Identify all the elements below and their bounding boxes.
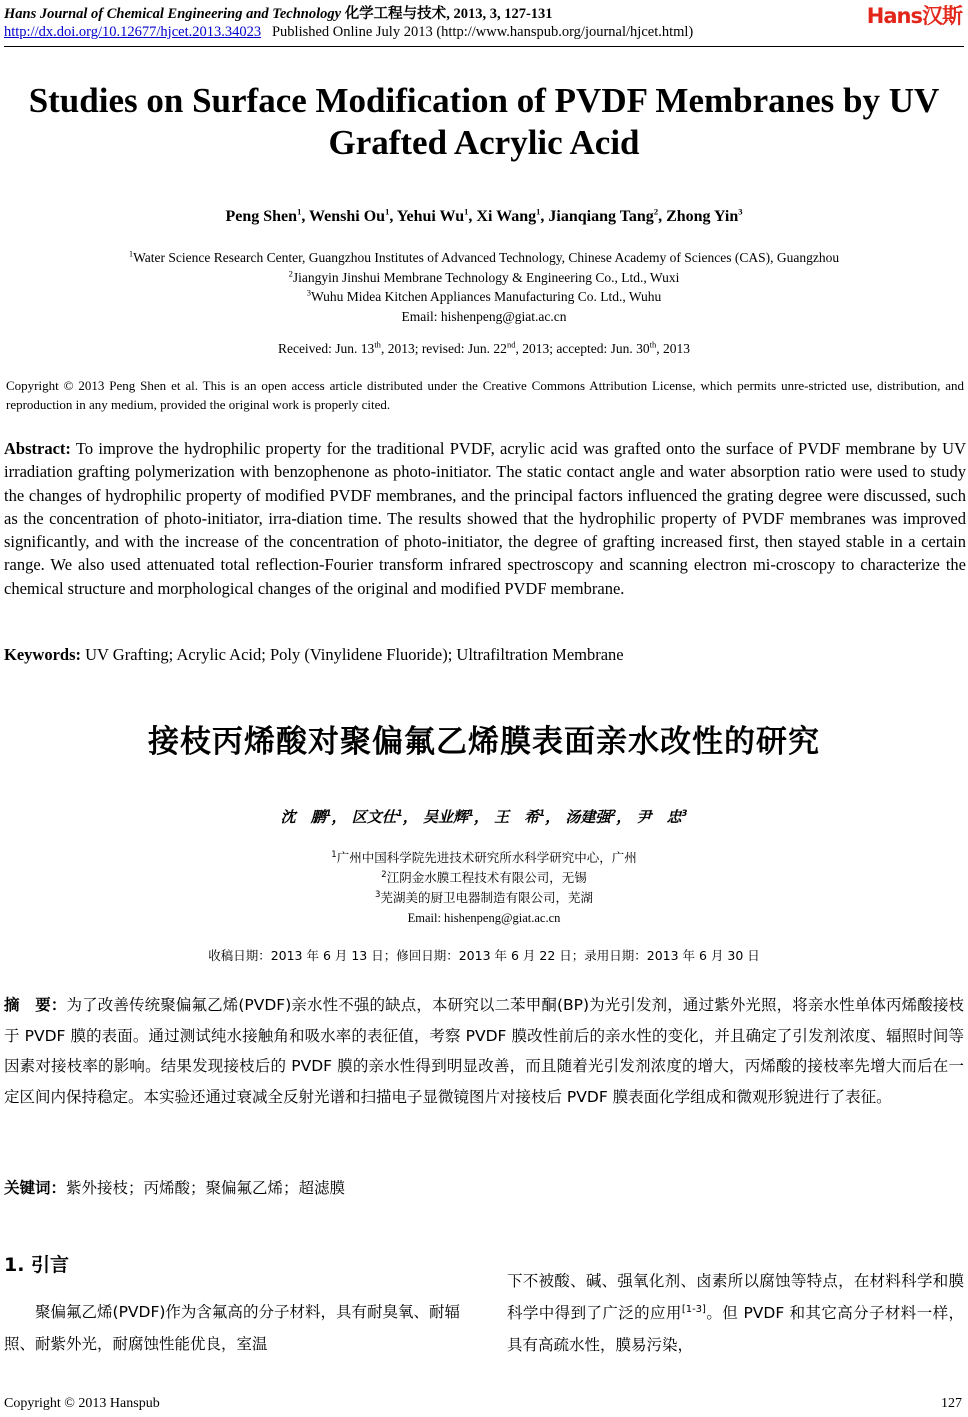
hans-logo bbox=[867, 0, 962, 30]
body-column-right: 下不被酸、碱、强氧化剂、卤素所以腐蚀等特点，在材料科学和膜科学中得到了广泛的应用[1-3]。但 PVDF 和其它高分子材料一样，具有高疏水性，膜易污染， bbox=[507, 1272, 964, 1354]
body-column-left: 聚偏氟乙烯(PVDF)作为含氟高的分子材料，具有耐臭氧、耐辐照、耐紫外光，耐腐蚀性能优良，室温 bbox=[4, 1303, 460, 1353]
affiliation-line-cn: $^3$芜湖美的厨卫电器制造有限公司，芜湖 bbox=[375, 889, 593, 905]
affiliation-line-cn: $^2$江阴金水膜工程技术有限公司，无锡 bbox=[381, 869, 587, 885]
journal-subheader bbox=[4, 24, 693, 41]
page-number: 127 bbox=[941, 1396, 962, 1411]
affiliation-line: $^2$Jiangyin Jinshui Membrane Technology & Engineering Co., Ltd., Wuxi bbox=[288, 268, 680, 285]
keywords-label: Keywords: bbox=[4, 645, 81, 664]
published-online: Published Online July 2013 (http://www.hanspub.org/journal/hjcet.html) bbox=[271, 24, 694, 40]
logo-en: Hans bbox=[866, 4, 922, 28]
paper-title bbox=[0, 80, 968, 164]
affiliation-line: $^3$Wuhu Midea Kitchen Appliances Manufacturing Co. Ltd., Wuhu bbox=[306, 287, 662, 304]
email-cn: Email: hishenpeng@giat.ac.cn bbox=[407, 911, 561, 925]
author-cn: 汤建强$^2$， bbox=[565, 808, 632, 826]
abstract-text: To improve the hydrophilic property for the traditional PVDF, acrylic acid was grafted onto the surface of PVDF membrane by UV irradiation grafting polymerization with benzophenone as photo-initiator. The static contact angle and water absorption ratio were used to study the changes of hydrophilic property of modified PVDF membranes, and the principal factors influenced the grating degree were discussed, such as the concentration of photo-initiator, irra-diation time. The results showed that the hydrophilic property of PVDF membranes was improved significantly, and with the increase of the concentration of photo-initiator, the degree of grafting increased first, then stayed stable in a certain range. We also used attenuated total reflection-Fourier transform infrared spectroscopy and scanning electron mi-croscopy to characterize the chemical structure and morphological changes of the original and modified PVDF membrane. bbox=[4, 439, 967, 598]
abstract-label: Abstract: bbox=[4, 439, 71, 458]
affiliation-line-cn: $^1$广州中国科学院先进技术研究所水科学研究中心，广州 bbox=[331, 849, 637, 865]
received-dates: Received: Jun. 13th, 2013; revised: Jun. 22nd, 2013; accepted: Jun. 30th, 2013 bbox=[277, 339, 691, 356]
author-cn: 王 希$^1$， bbox=[494, 808, 561, 826]
keywords-text-cn: 紫外接枝；丙烯酸；聚偏氟乙烯；超滤膜 bbox=[66, 1179, 346, 1197]
author: Peng Shen$^1$, bbox=[225, 206, 310, 225]
abstract-text-cn: 为了改善传统聚偏氟乙烯(PVDF)亲水性不强的缺点，本研究以二苯甲酮(BP)为光引发剂，通过紫外光照，将亲水性单体丙烯酸接枝于 PVDF 膜的表面。通过测试纯水接触角和吸水率的表征值，考察 PVDF 膜改性前后的亲水性的变化，并且确定了引发剂浓度、辐照时间等因素对接枝率的影响。结果发现接枝后的 PVDF 膜的亲水性得到明显改善，而且随着光引发剂浓度的增大，丙烯酸的接枝率先增大而后在一定区间内保持稳定。本实验还通过衰减全反射光谱和扫描电子显微镜图片对接枝后 PVDF 膜表面化学组成和微观形貌进行了表征。 bbox=[4, 996, 964, 1106]
abstract-en bbox=[4, 437, 966, 600]
author-cn: 沈 鹏$^1$， bbox=[280, 808, 347, 826]
abstract-label-cn: 摘 要： bbox=[4, 996, 67, 1014]
affiliations bbox=[0, 248, 968, 326]
author: Xi Wang$^1$, bbox=[476, 206, 549, 225]
section-heading: 1. 引言 bbox=[4, 1254, 70, 1276]
journal-name-en: Hans Journal of Chemical Engineering and Technology bbox=[4, 6, 342, 22]
keywords-en bbox=[4, 645, 964, 665]
author-list-cn bbox=[0, 806, 968, 827]
keywords-label-cn: 关键词： bbox=[4, 1179, 67, 1197]
keywords-text: UV Grafting; Acrylic Acid; Poly (Vinylidene Fluoride); Ultrafiltration Membrane bbox=[85, 645, 624, 664]
author: Yehui Wu$^1$, bbox=[396, 206, 477, 225]
affiliations-cn bbox=[0, 848, 968, 928]
affiliation-line: $^1$Water Science Research Center, Guangzhou Institutes of Advanced Technology, Chinese Academy of Sciences (CAS), Guangzhou bbox=[128, 248, 840, 265]
header-divider bbox=[4, 46, 964, 47]
author: Wenshi Ou$^1$, bbox=[309, 206, 397, 225]
author-cn: 吴业辉$^1$， bbox=[422, 808, 489, 826]
paper-title-cn: 接枝丙烯酸对聚偏氟乙烯膜表面亲水改性的研究 bbox=[148, 724, 820, 760]
email: Email: hishenpeng@giat.ac.cn bbox=[401, 308, 567, 324]
title-line-1: Studies on Surface Modification of PVDF Membranes by UV bbox=[28, 81, 940, 120]
received-dates-cn: 收稿日期：2013 年 6 月 13 日；修回日期：2013 年 6 月 22 日；录用日期：2013 年 6 月 30 日 bbox=[208, 948, 760, 963]
author-list bbox=[0, 208, 968, 226]
abstract-cn bbox=[4, 990, 964, 1112]
author: Zhong Yin$^3$ bbox=[666, 206, 743, 225]
logo-cn: 汉斯 bbox=[922, 4, 962, 28]
footer-copyright: Copyright © 2013 Hanspub bbox=[4, 1396, 160, 1411]
copyright-notice: Copyright © 2013 Peng Shen et al. This is an open access article distributed under the Creative Commons Attribution License, which permits unre-stricted use, distribution, and reproduction in any medium, provided the original work is properly cited. bbox=[6, 378, 964, 412]
keywords-cn bbox=[4, 1176, 345, 1198]
author: Jianqiang Tang$^2$, bbox=[548, 206, 667, 225]
author-cn: 尹 忠$^3$ bbox=[636, 808, 688, 826]
citation-ref: [1-3] bbox=[681, 1303, 706, 1315]
journal-volume: , 2013, 3, 127-131 bbox=[446, 6, 553, 22]
journal-header bbox=[4, 2, 553, 23]
journal-name-cn: 化学工程与技术 bbox=[344, 6, 447, 22]
doi-link[interactable]: http://dx.doi.org/10.12677/hjcet.2013.34023 bbox=[4, 24, 262, 40]
title-line-2: Grafted Acrylic Acid bbox=[328, 123, 640, 162]
author-cn: 区文仕$^1$， bbox=[351, 808, 418, 826]
